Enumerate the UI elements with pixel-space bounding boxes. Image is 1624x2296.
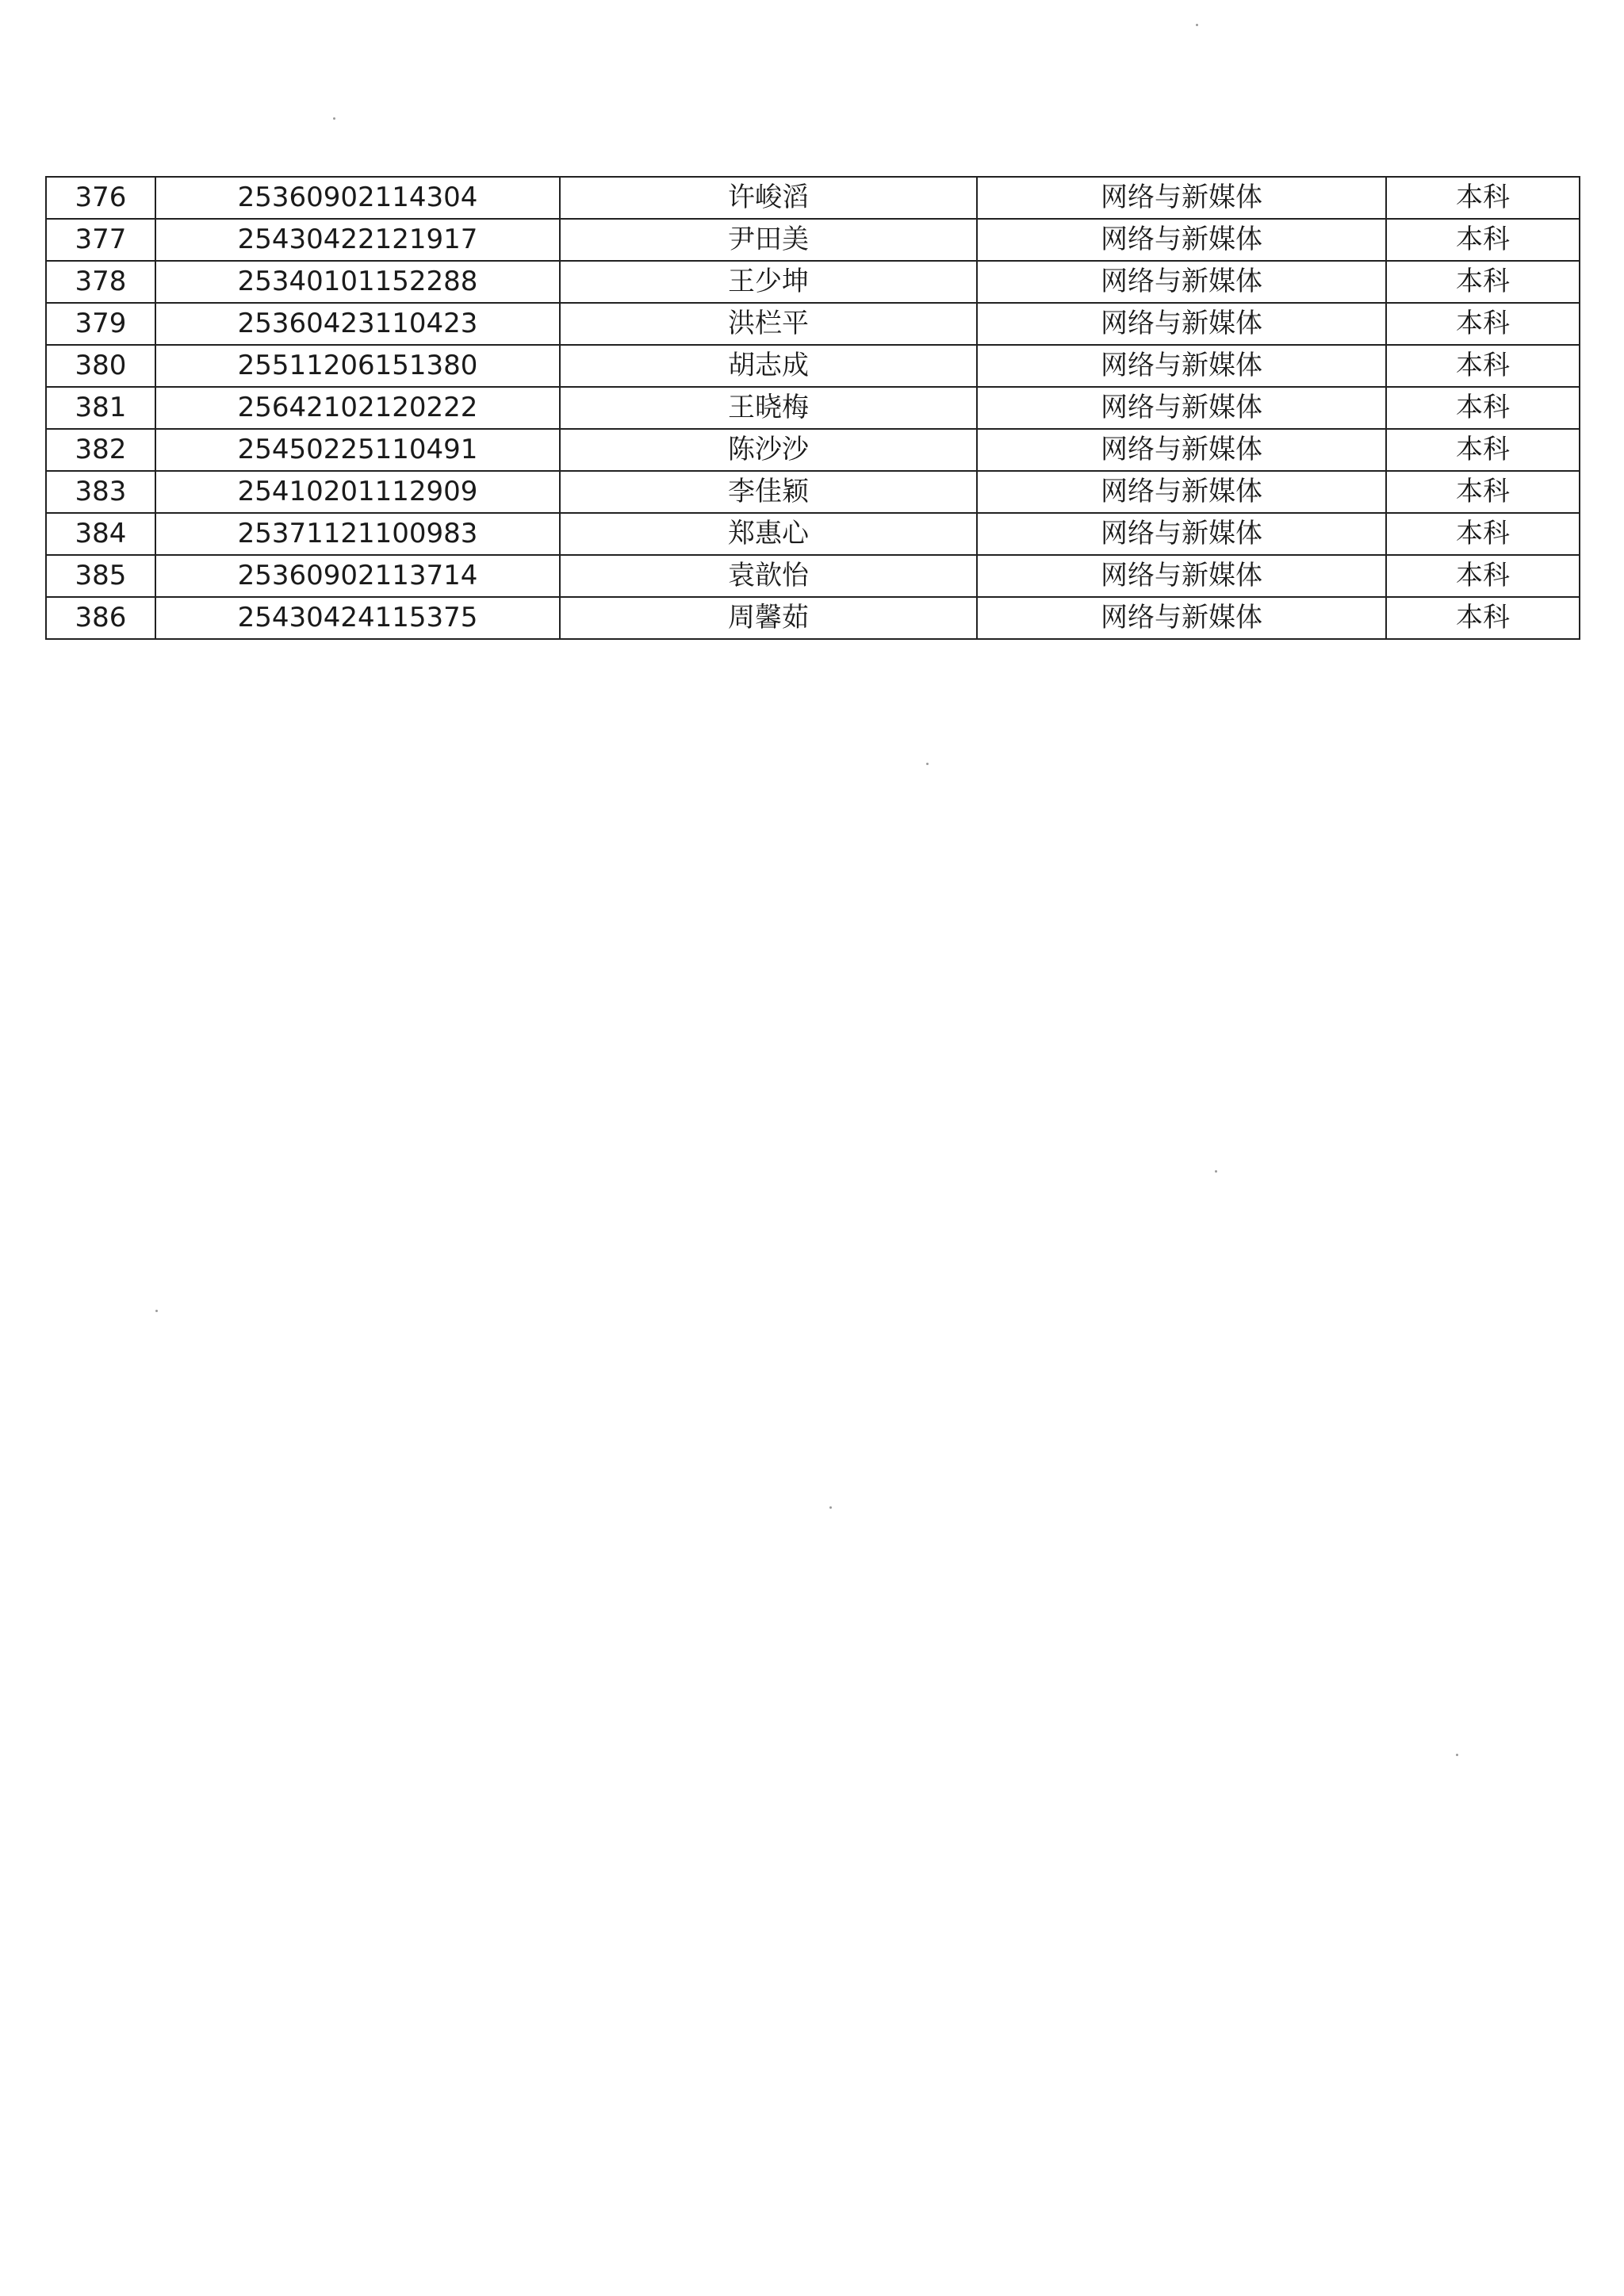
row-id-cell: 25410201112909	[155, 471, 560, 513]
row-major-cell: 网络与新媒体	[977, 387, 1386, 429]
row-level-cell: 本科	[1386, 345, 1580, 387]
row-id-cell: 25371121100983	[155, 513, 560, 555]
admission-roster-table	[45, 176, 1580, 640]
row-seq-cell: 380	[46, 345, 155, 387]
table-row	[46, 597, 1580, 639]
row-name-cell: 袁歆怡	[560, 555, 977, 597]
row-seq-cell: 377	[46, 219, 155, 261]
row-major-cell: 网络与新媒体	[977, 303, 1386, 345]
row-name-cell: 胡志成	[560, 345, 977, 387]
table-row	[46, 513, 1580, 555]
row-id-cell: 25511206151380	[155, 345, 560, 387]
row-major-cell: 网络与新媒体	[977, 597, 1386, 639]
table-row	[46, 387, 1580, 429]
row-seq-cell: 383	[46, 471, 155, 513]
scan-speck	[1196, 24, 1198, 26]
table-row	[46, 219, 1580, 261]
row-level-cell: 本科	[1386, 303, 1580, 345]
table-row	[46, 471, 1580, 513]
scan-speck	[926, 763, 929, 765]
row-seq-cell: 386	[46, 597, 155, 639]
row-name-cell: 陈沙沙	[560, 429, 977, 471]
row-id-cell: 25360423110423	[155, 303, 560, 345]
table-row	[46, 177, 1580, 219]
row-seq-cell: 379	[46, 303, 155, 345]
row-id-cell: 25642102120222	[155, 387, 560, 429]
table-row	[46, 555, 1580, 597]
table-row	[46, 261, 1580, 303]
row-seq-cell: 378	[46, 261, 155, 303]
table-row	[46, 303, 1580, 345]
row-seq-cell: 382	[46, 429, 155, 471]
row-major-cell: 网络与新媒体	[977, 261, 1386, 303]
row-level-cell: 本科	[1386, 597, 1580, 639]
row-name-cell: 周馨茹	[560, 597, 977, 639]
row-name-cell: 郑惠心	[560, 513, 977, 555]
row-id-cell: 25360902113714	[155, 555, 560, 597]
row-major-cell: 网络与新媒体	[977, 219, 1386, 261]
row-major-cell: 网络与新媒体	[977, 471, 1386, 513]
row-level-cell: 本科	[1386, 177, 1580, 219]
row-seq-cell: 376	[46, 177, 155, 219]
row-name-cell: 洪栏平	[560, 303, 977, 345]
row-level-cell: 本科	[1386, 219, 1580, 261]
row-level-cell: 本科	[1386, 429, 1580, 471]
row-level-cell: 本科	[1386, 513, 1580, 555]
row-level-cell: 本科	[1386, 387, 1580, 429]
table-row	[46, 429, 1580, 471]
row-name-cell: 尹田美	[560, 219, 977, 261]
row-seq-cell: 381	[46, 387, 155, 429]
row-name-cell: 许峻滔	[560, 177, 977, 219]
row-id-cell: 25340101152288	[155, 261, 560, 303]
row-id-cell: 25430422121917	[155, 219, 560, 261]
roster-table-body	[46, 177, 1580, 639]
row-id-cell: 25360902114304	[155, 177, 560, 219]
row-name-cell: 王少坤	[560, 261, 977, 303]
row-id-cell: 25450225110491	[155, 429, 560, 471]
row-seq-cell: 385	[46, 555, 155, 597]
row-major-cell: 网络与新媒体	[977, 513, 1386, 555]
row-level-cell: 本科	[1386, 261, 1580, 303]
row-seq-cell: 384	[46, 513, 155, 555]
table-row	[46, 345, 1580, 387]
row-major-cell: 网络与新媒体	[977, 345, 1386, 387]
row-id-cell: 25430424115375	[155, 597, 560, 639]
scan-speck	[333, 117, 335, 120]
scan-speck	[829, 1506, 832, 1509]
row-name-cell: 李佳颖	[560, 471, 977, 513]
row-level-cell: 本科	[1386, 471, 1580, 513]
row-name-cell: 王晓梅	[560, 387, 977, 429]
row-level-cell: 本科	[1386, 555, 1580, 597]
row-major-cell: 网络与新媒体	[977, 177, 1386, 219]
scan-speck	[1215, 1170, 1217, 1173]
row-major-cell: 网络与新媒体	[977, 555, 1386, 597]
scan-speck	[1456, 1754, 1458, 1756]
scan-speck	[155, 1310, 158, 1312]
row-major-cell: 网络与新媒体	[977, 429, 1386, 471]
